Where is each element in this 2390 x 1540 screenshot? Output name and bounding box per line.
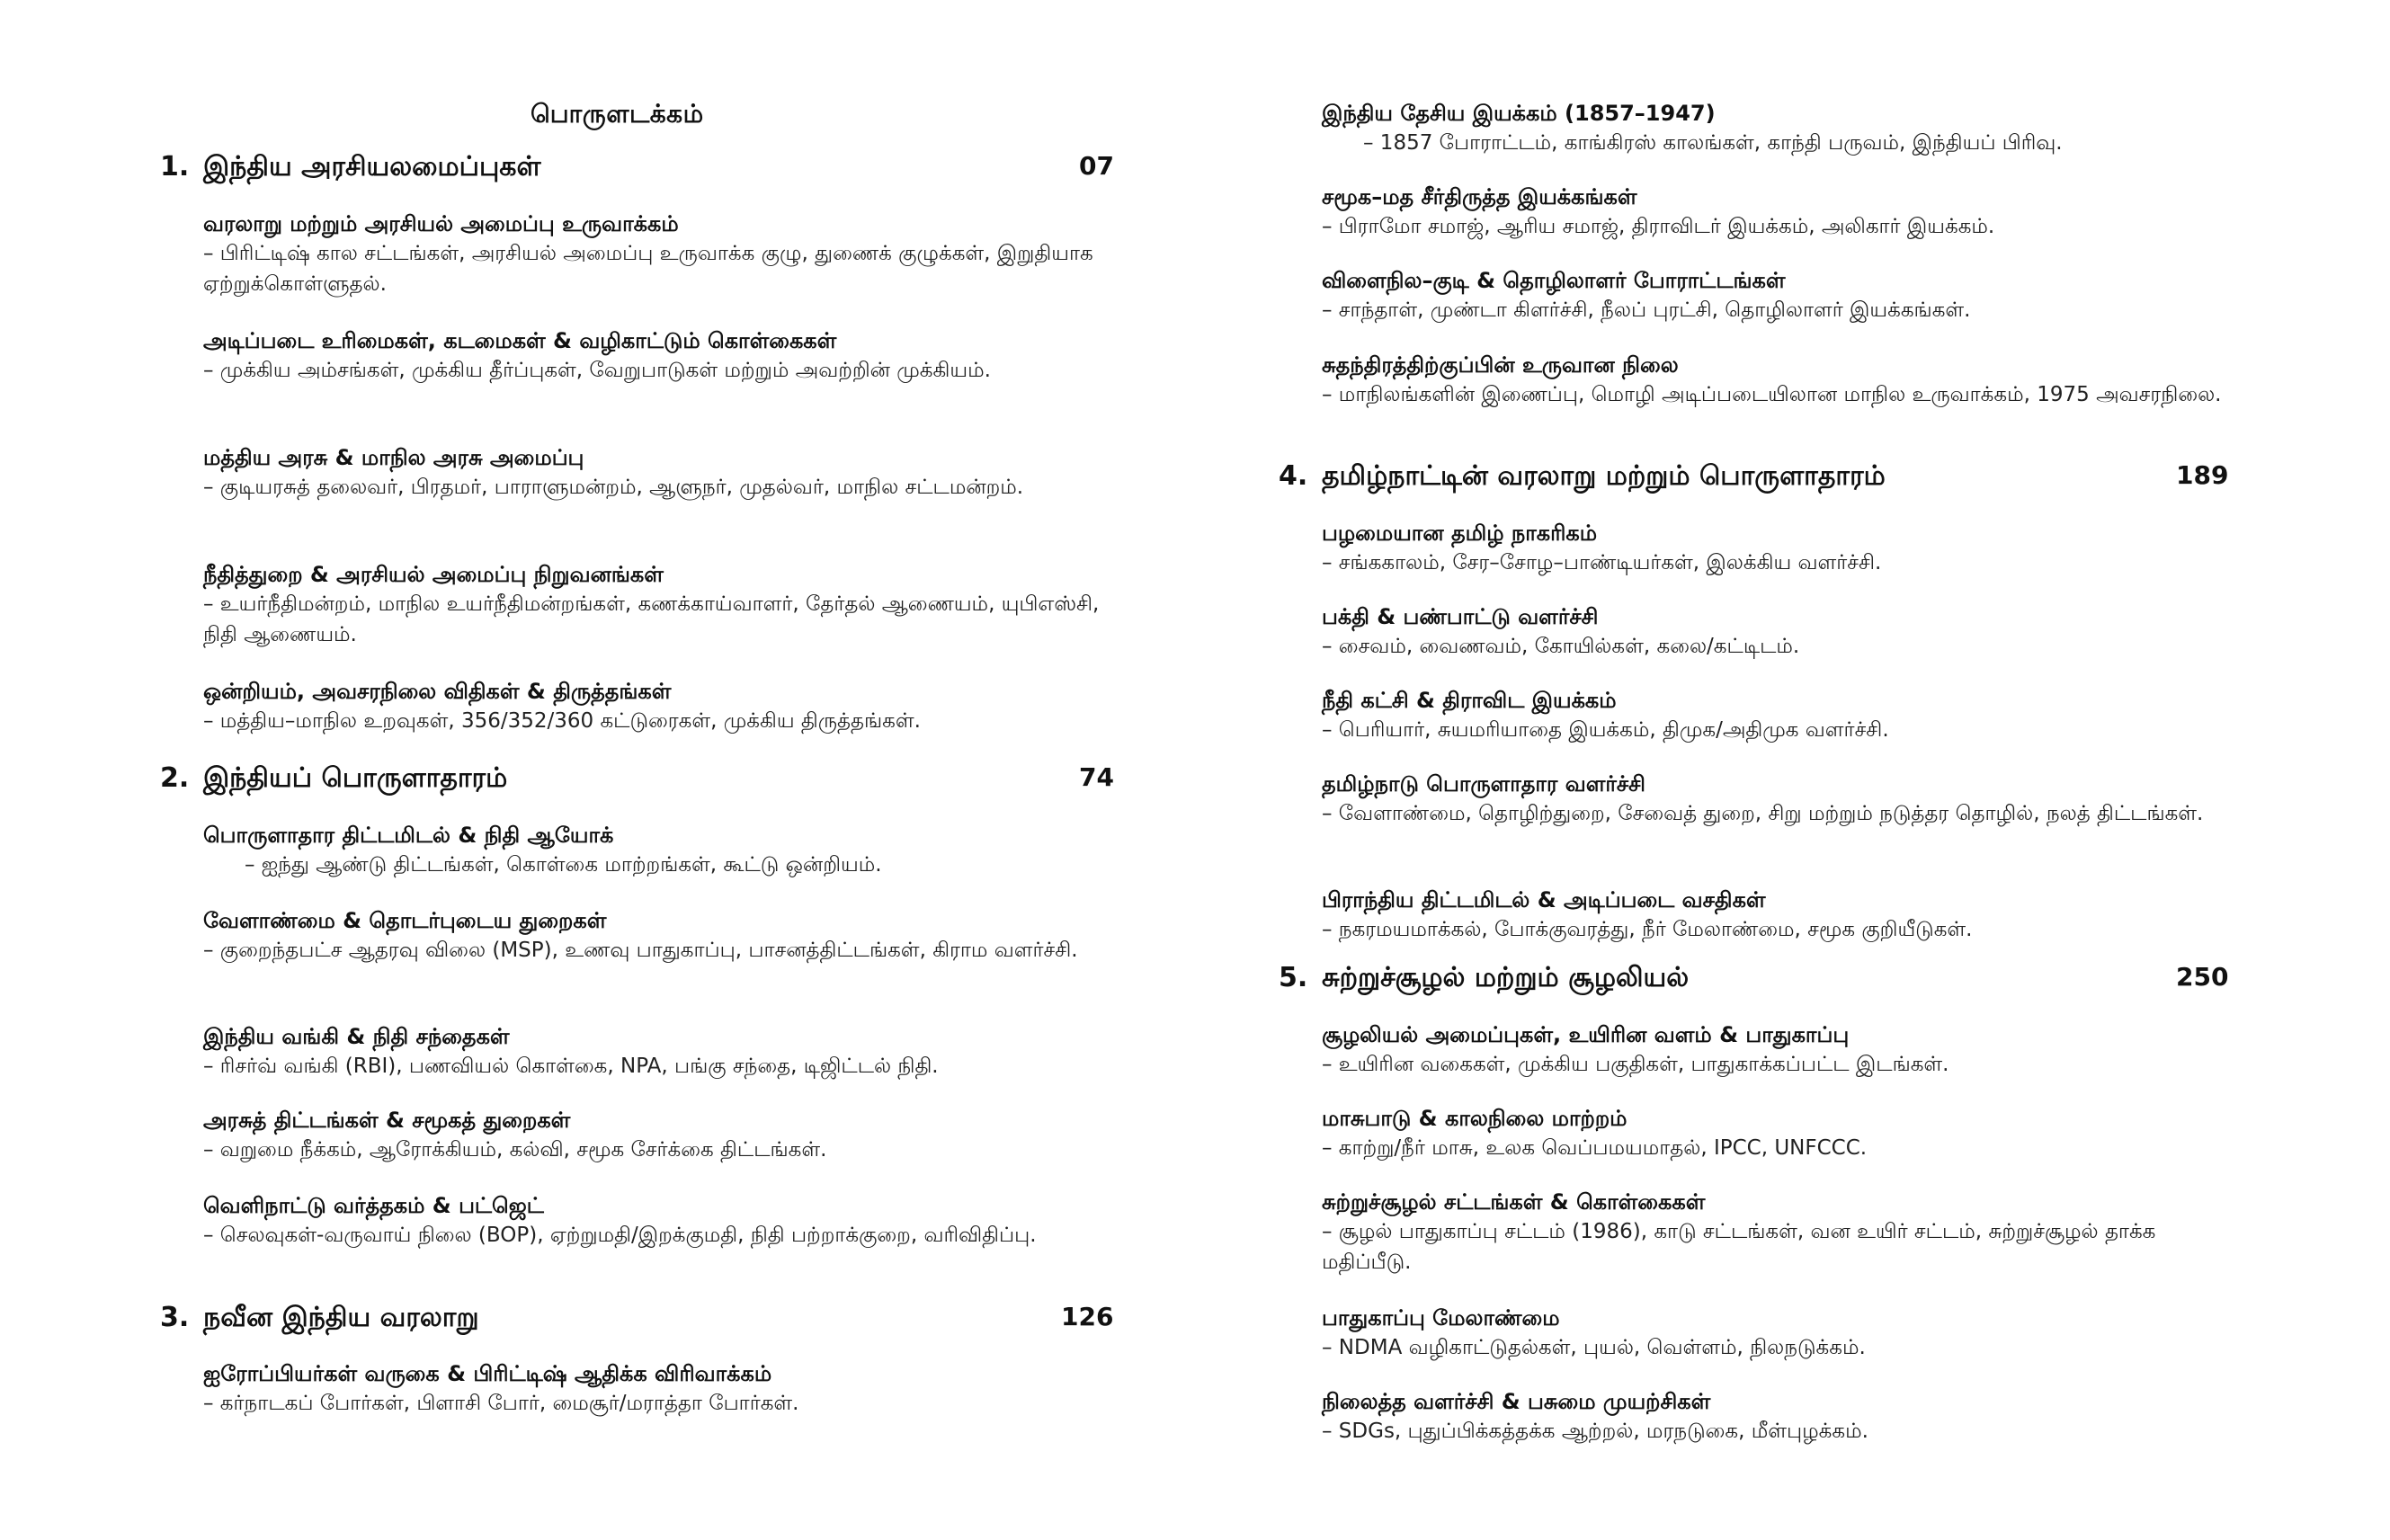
chapter-number: 4. bbox=[1279, 460, 1308, 492]
chapter-5-heading[interactable] bbox=[1279, 962, 2248, 997]
section-heading: நீதி கட்சி & திராவிட இயக்கம் bbox=[1322, 688, 1617, 713]
section-3-1[interactable] bbox=[203, 1359, 1138, 1419]
section-heading: தமிழ்நாடு பொருளாதார வளர்ச்சி bbox=[1322, 771, 1645, 797]
section-3-3[interactable] bbox=[1322, 182, 2257, 242]
section-heading: நிலைத்த வளர்ச்சி & பசுமை முயற்சிகள் bbox=[1322, 1389, 1711, 1414]
section-heading: ஐரோப்பியர்கள் வருகை & பிரிட்டிஷ் ஆதிக்க விரிவாக்கம் bbox=[203, 1361, 772, 1386]
section-heading: சமூக–மத சீர்திருத்த இயக்கங்கள் bbox=[1322, 184, 1637, 209]
section-heading: அரசுத் திட்டங்கள் & சமூகத் துறைகள் bbox=[203, 1108, 571, 1133]
section-4-3[interactable] bbox=[1322, 686, 2257, 745]
section-description: – 1857 போராட்டம், காங்கிரஸ் காலங்கள், காந்தி பருவம், இந்தியப் பிரிவு. bbox=[1363, 131, 2063, 155]
section-heading: மாசுபாடு & காலநிலை மாற்றம் bbox=[1322, 1106, 1628, 1131]
section-4-2[interactable] bbox=[1322, 602, 2257, 662]
section-heading: இந்திய தேசிய இயக்கம் (1857–1947) bbox=[1322, 101, 1716, 126]
section-description: – சூழல் பாதுகாப்பு சட்டம் (1986), காடு சட்டங்கள், வன உயிர் சட்டம், சுற்றுச்சூழல் தாக்க மதிப்பீடு. bbox=[1322, 1220, 2156, 1274]
chapter-title: தமிழ்நாட்டின் வரலாறு மற்றும் பொருளாதாரம் bbox=[1322, 460, 1886, 492]
section-description: – சைவம், வைணவம், கோயில்கள், கலை/கட்டிடம். bbox=[1322, 635, 1800, 658]
section-1-1[interactable] bbox=[203, 209, 1138, 299]
section-heading: வேளாண்மை & தொடர்புடைய துறைகள் bbox=[203, 908, 607, 933]
section-3-5[interactable] bbox=[1322, 351, 2257, 410]
section-4-1[interactable] bbox=[1322, 519, 2257, 578]
section-5-3[interactable] bbox=[1322, 1188, 2221, 1277]
section-heading: பொருளாதார திட்டமிடல் & நிதி ஆயோக் bbox=[203, 823, 614, 848]
section-4-5[interactable] bbox=[1322, 886, 2257, 945]
section-1-3[interactable] bbox=[203, 443, 1138, 503]
chapter-page-number: 07 bbox=[1079, 151, 1114, 181]
chapter-2-heading[interactable] bbox=[160, 762, 1114, 797]
section-description: – சங்ககாலம், சேர–சோழ–பாண்டியர்கள், இலக்கிய வளர்ச்சி. bbox=[1322, 551, 1882, 574]
section-heading: மத்திய அரசு & மாநில அரசு அமைப்பு bbox=[203, 445, 584, 470]
section-2-1[interactable] bbox=[203, 821, 1138, 880]
section-description: – ரிசர்வ் வங்கி (RBI), பணவியல் கொள்கை, NPA, பங்கு சந்தை, டிஜிட்டல் நிதி. bbox=[203, 1055, 939, 1078]
section-description: – SDGs, புதுப்பிக்கத்தக்க ஆற்றல், மரநடுகை, மீள்புழக்கம். bbox=[1322, 1420, 1868, 1443]
section-heading: பழமையான தமிழ் நாகரிகம் bbox=[1322, 521, 1598, 546]
chapter-title: இந்தியப் பொருளாதாரம் bbox=[203, 762, 508, 794]
chapter-title: நவீன இந்திய வரலாறு bbox=[203, 1302, 479, 1333]
chapter-number: 2. bbox=[160, 762, 190, 794]
section-heading: சுற்றுச்சூழல் சட்டங்கள் & கொள்கைகள் bbox=[1322, 1189, 1706, 1215]
section-heading: சுதந்திரத்திற்குப்பின் உருவான நிலை bbox=[1322, 352, 1679, 378]
section-2-4[interactable] bbox=[203, 1106, 1138, 1165]
chapter-page-number: 74 bbox=[1079, 762, 1114, 792]
section-2-3[interactable] bbox=[203, 1022, 1138, 1082]
section-5-2[interactable] bbox=[1322, 1104, 2257, 1163]
section-1-4[interactable] bbox=[203, 560, 1138, 650]
section-4-4[interactable] bbox=[1322, 770, 2257, 829]
section-description: – உயிரின வகைகள், முக்கிய பகுதிகள், பாதுகாக்கப்பட்ட இடங்கள். bbox=[1322, 1053, 1949, 1076]
section-heading: விளைநில–குடி & தொழிலாளர் போராட்டங்கள் bbox=[1322, 268, 1786, 293]
section-description: – வேளாண்மை, தொழிற்துறை, சேவைத் துறை, சிறு மற்றும் நடுத்தர தொழில், நலத் திட்டங்கள். bbox=[1322, 802, 2204, 825]
section-heading: வரலாறு மற்றும் அரசியல் அமைப்பு உருவாக்கம் bbox=[203, 211, 679, 236]
section-description: – முக்கிய அம்சங்கள், முக்கிய தீர்ப்புகள், வேறுபாடுகள் மற்றும் அவற்றின் முக்கியம். bbox=[203, 359, 991, 382]
toc-title: பொருளடக்கம் bbox=[531, 99, 704, 129]
section-5-1[interactable] bbox=[1322, 1020, 2257, 1080]
section-description: – மாநிலங்களின் இணைப்பு, மொழி அடிப்படையிலான மாநில உருவாக்கம், 1975 அவசரநிலை. bbox=[1322, 383, 2222, 406]
chapter-number: 1. bbox=[160, 151, 190, 182]
section-description: – குடியரசுத் தலைவர், பிரதமர், பாராளுமன்றம், ஆளுநர், முதல்வர், மாநில சட்டமன்றம். bbox=[203, 476, 1024, 499]
section-3-2[interactable] bbox=[1322, 99, 2257, 158]
chapter-number: 3. bbox=[160, 1302, 190, 1333]
section-description: – காற்று/நீர் மாசு, உலக வெப்பமயமாதல், IPCC, UNFCCC. bbox=[1322, 1136, 1868, 1160]
section-description: – சாந்தாள், முண்டா கிளர்ச்சி, நீலப் புரட்சி, தொழிலாளர் இயக்கங்கள். bbox=[1322, 298, 1971, 322]
section-heading: இந்திய வங்கி & நிதி சந்தைகள் bbox=[203, 1024, 510, 1049]
section-3-4[interactable] bbox=[1322, 266, 2257, 325]
section-5-4[interactable] bbox=[1322, 1304, 2257, 1363]
section-2-2[interactable] bbox=[203, 906, 1138, 966]
section-description: – வறுமை நீக்கம், ஆரோக்கியம், கல்வி, சமூக சேர்க்கை திட்டங்கள். bbox=[203, 1138, 827, 1162]
section-1-5[interactable] bbox=[203, 677, 1138, 736]
chapter-title: இந்திய அரசியலமைப்புகள் bbox=[203, 151, 541, 182]
chapter-title: சுற்றுச்சூழல் மற்றும் சூழலியல் bbox=[1322, 962, 1690, 993]
section-description: – குறைந்தபட்ச ஆதரவு விலை (MSP), உணவு பாதுகாப்பு, பாசனத்திட்டங்கள், கிராம வளர்ச்சி. bbox=[203, 939, 1078, 962]
section-heading: நீதித்துறை & அரசியல் அமைப்பு நிறுவனங்கள் bbox=[203, 562, 664, 587]
section-heading: ஒன்றியம், அவசரநிலை விதிகள் & திருத்தங்கள் bbox=[203, 679, 672, 704]
section-description: – மத்திய–மாநில உறவுகள், 356/352/360 கட்டுரைகள், முக்கிய திருத்தங்கள். bbox=[203, 709, 921, 733]
section-description: – NDMA வழிகாட்டுதல்கள், புயல், வெள்ளம், நிலநடுக்கம். bbox=[1322, 1336, 1866, 1359]
section-description: – பிராமோ சமாஜ், ஆரிய சமாஜ், திராவிடர் இயக்கம், அலிகார் இயக்கம். bbox=[1322, 215, 1995, 238]
section-heading: வெளிநாட்டு வர்த்தகம் & பட்ஜெட் bbox=[203, 1193, 544, 1218]
chapter-1-heading[interactable] bbox=[160, 151, 1114, 186]
section-1-2[interactable] bbox=[203, 326, 1138, 386]
section-description: – கர்நாடகப் போர்கள், பிளாசி போர், மைசூர்/மராத்தா போர்கள். bbox=[203, 1392, 799, 1415]
chapter-number: 5. bbox=[1279, 962, 1308, 993]
section-heading: அடிப்படை உரிமைகள், கடமைகள் & வழிகாட்டும் கொள்கைகள் bbox=[203, 328, 837, 353]
chapter-3-heading[interactable] bbox=[160, 1302, 1114, 1337]
section-description: – பெரியார், சுயமரியாதை இயக்கம், திமுக/அதிமுக வளர்ச்சி. bbox=[1322, 718, 1889, 742]
section-heading: பிராந்திய திட்டமிடல் & அடிப்படை வசதிகள் bbox=[1322, 887, 1766, 912]
section-heading: பாதுகாப்பு மேலாண்மை bbox=[1322, 1305, 1560, 1331]
section-description: – செலவுகள்-வருவாய் நிலை (BOP), ஏற்றுமதி/இறக்குமதி, நிதி பற்றாக்குறை, வரிவிதிப்பு. bbox=[203, 1224, 1037, 1247]
section-description: – உயர்நீதிமன்றம், மாநில உயர்நீதிமன்றங்கள், கணக்காய்வாளர், தேர்தல் ஆணையம், யுபிஎஸ்சி, நிதி ஆணையம். bbox=[203, 592, 1100, 646]
chapter-page-number: 189 bbox=[2176, 460, 2229, 490]
section-description: – ஐந்து ஆண்டு திட்டங்கள், கொள்கை மாற்றங்கள், கூட்டு ஒன்றியம். bbox=[245, 853, 882, 877]
section-heading: சூழலியல் அமைப்புகள், உயிரின வளம் & பாதுகாப்பு bbox=[1322, 1022, 1850, 1047]
section-5-5[interactable] bbox=[1322, 1387, 2257, 1447]
section-description: – நகரமயமாக்கல், போக்குவரத்து, நீர் மேலாண்மை, சமூக குறியீடுகள். bbox=[1322, 918, 1973, 941]
chapter-page-number: 250 bbox=[2176, 962, 2229, 992]
section-heading: பக்தி & பண்பாட்டு வளர்ச்சி bbox=[1322, 604, 1599, 629]
section-2-5[interactable] bbox=[203, 1191, 1138, 1251]
chapter-4-heading[interactable] bbox=[1279, 460, 2248, 495]
section-description: – பிரிட்டிஷ் கால சட்டங்கள், அரசியல் அமைப்பு உருவாக்க குழு, துணைக் குழுக்கள், இறுதியாக ஏற்றுக்கொள்ளுதல். bbox=[203, 242, 1093, 296]
chapter-page-number: 126 bbox=[1061, 1302, 1114, 1331]
